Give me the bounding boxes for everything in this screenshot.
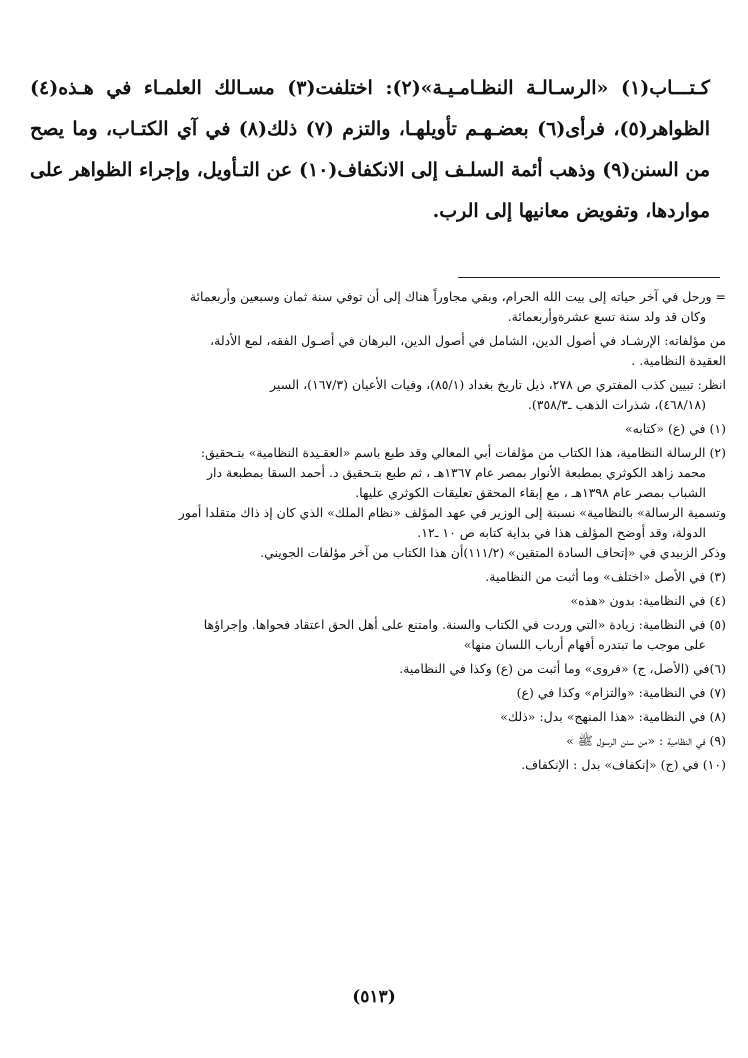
footnote-3 — [24, 567, 726, 587]
footnote-line: انظر: تبيين كذب المفتري ص ٢٧٨، ذيل تاريخ بغداد (٨٥/١)، وفيات الأعيان (١٦٧/٣)، السير — [270, 377, 726, 392]
footnote-bio-2 — [24, 331, 726, 371]
footnote-8 — [24, 707, 726, 727]
footnote-6 — [24, 659, 726, 679]
main-paragraph: كـتـــاب(١) «الرسـالـة النظـامـيـة»(٢): اختلفت(٣) مسـالك العلمـاء في هـذه(٤) الظواهر(٥)، فرأى(٦) بعضـهـم تأويلهـا، والتزم (٧) ذلك(٨) في آي الكتـاب، وما يصح من السنن(٩) وذهب أئمة السلـف إلى الانكفاف(١٠) عن التـأويل، وإجراء الظواهر على مواردها، وتفويض معانيها إلى الرب. — [30, 77, 710, 222]
footnote-4 — [24, 591, 726, 611]
footnote-9 — [24, 731, 726, 751]
footnote-line: (٨) في النظامية: «هذا المنهج» بدل: «ذلك» — [500, 709, 726, 724]
footnote-line: وكان قد ولد سنة تسع عشرةوأربعمائة. — [507, 309, 706, 324]
footnote-line: (٧) في النظامية: «والتزام» وكذا في (ع) — [516, 685, 726, 700]
footnote-line: (١) في (ع) «كتابه» — [624, 421, 726, 436]
footnote-line: على موجب ما تبتدره أفهام أرباب اللسان منها» — [463, 637, 706, 652]
footnote-line: الشباب بمصر عام ١٣٩٨هـ ، مع إبقاء المحقق تعليقات الكوثري عليها. — [355, 485, 706, 500]
footnote-line: (٩) في النظامية : «من سنن الرسول ﷺ » — [566, 733, 726, 748]
main-text-block — [30, 68, 710, 232]
footnote-line: من مؤلفاته: الإرشـاد في أصول الدين، الشامل في أصول الدين، البرهان في أصـول الفقه، لمع الأدلة، — [210, 333, 726, 348]
footnote-5 — [24, 615, 726, 655]
footnote-line: (٤٦٨/١٨)، شذرات الذهب ـ٣٥٨/٣). — [527, 397, 706, 412]
footnote-line: محمد زاهد الكوثري بمطبعة الأنوار بمصر عام ١٣٦٧هـ ، ثم طبع بتـحقيق د. أحمد السقا بمطبعة دار — [206, 465, 706, 480]
page-number: (٥١٣) — [352, 987, 396, 1007]
footnote-2 — [24, 443, 726, 563]
footnote-line: (٤) في النظامية: بدون «هذه» — [570, 593, 726, 608]
footnote-line: وتسمية الرسالة» بالنظامية» نسبنة إلى الوزير في عهد المؤلف «نظام الملك» الذي كان إذ ذاك متقلدا أمور — [178, 505, 726, 520]
footnote-line: (١٠) في (ج) «إنكفاف» بدل : الإنكفاف. — [521, 757, 726, 772]
footnote-line: وذكر الزبيدي في «إتحاف السادة المتقين» (١١١/٢)أن هذا الكتاب من آخر مؤلفات الجويني. — [260, 545, 726, 560]
footnote-7 — [24, 683, 726, 703]
footnote-line: = ورحل في آخر حياته إلى بيت الله الحرام، وبقي مجاوراً هناك إلى أن توفي سنة ثمان وسبعين وأربعمائة — [189, 289, 726, 304]
footnote-separator — [458, 277, 720, 278]
footnote-10 — [24, 755, 726, 775]
footnote-line: (٢) الرسالة النظامية، هذا الكتاب من مؤلفات أبي المعالي وقد طبع باسم «العقـيدة النظامية» بتـحقيق: — [200, 445, 726, 460]
footnotes-section — [24, 287, 726, 779]
footnote-bio-3 — [24, 375, 726, 415]
footnote-line: (٣) في الأصل «اختلف» وما أثبت من النظامية. — [485, 569, 726, 584]
footnote-line: العقيدة النظامية. . — [631, 353, 726, 368]
footnote-line: الدولة، وقد أوضح المؤلف هذا في بداية كتابه ص ١٠ ـ١٢. — [417, 525, 706, 540]
footnote-bio-1 — [24, 287, 726, 327]
footnote-line: (٥) في النظامية: زيادة «التي وردت في الكتاب والسنة. وامتنع على أهل الحق اعتقاد فحواها. وإجراؤها — [203, 617, 726, 632]
footnote-line: (٦)في (الأصل، ج) «فروى» وما أثبت من (ع) وكذا في النظامية. — [399, 661, 726, 676]
footnote-1 — [24, 419, 726, 439]
